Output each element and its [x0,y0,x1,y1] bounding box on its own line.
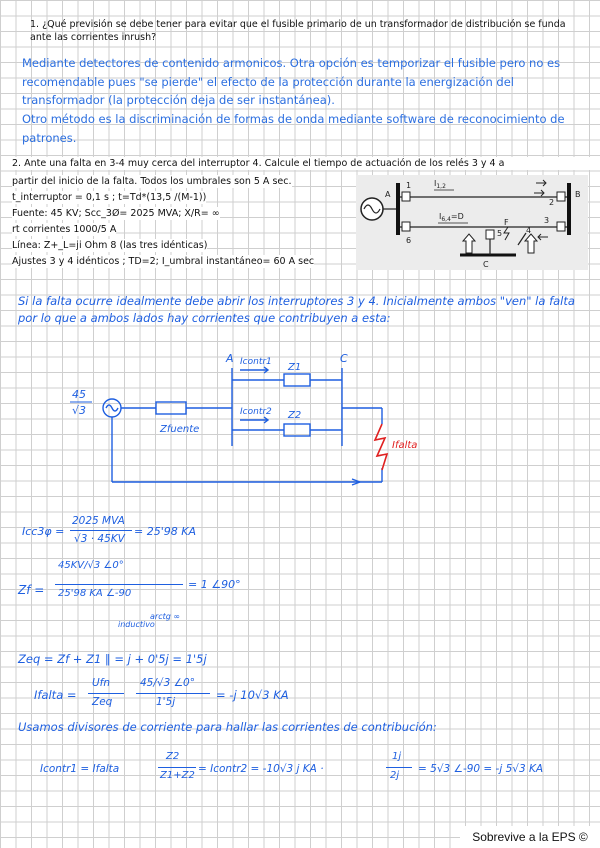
breaker-6-label: 6 [406,236,412,245]
question-2-line-1: 2. Ante una falta en 3-4 muy cerca del interruptor 4. Calcule el tiempo de actuación de los relés 3 y 4 a [12,157,592,170]
circuit-z-fuente-label: Zfuente [160,424,200,435]
eq6-result: = 5√3 ∠-90 = -j 5√3 KA [418,763,544,775]
circuit-z2 [284,424,310,436]
eq6-frac-denominator: Z1+Z2 [160,770,195,781]
eq5-text: Usamos divisores de corriente para hallar las corrientes de contribución: [18,720,437,734]
breaker-3 [557,222,565,231]
bus-b-label: B [575,190,581,199]
eq1-result: = 25'98 KA [134,525,196,538]
eq1-numerator: 2025 MVA [72,515,125,527]
breaker-6 [402,222,410,231]
current-i12-label: $I_{1,2}$ [434,179,446,190]
eq4-denominator: Zeq [92,696,113,708]
eq4-lhs: Ifalta = [34,688,77,702]
bus-a-bar [396,183,400,235]
solution-intro: Si la falta ocurre idealmente debe abrir los interruptores 3 y 4. Inicialmente ambos "ven" la falta por lo que a ambos lados hay corrientes que contribuyen a esta: [18,294,575,325]
eq6-fraction2-bar [386,767,412,768]
breaker-2-label: 2 [549,198,555,207]
question-2-line-7: Ajustes 3 y 4 idénticos ; TD=2; I_umbral instantáneo= 60 A sec [12,256,315,267]
answer-1-paragraph-1: Mediante detectores de contenido armonicos. Otra opción es temporizar el fusible pero no es recomendable pues "se pierde" el efecto de la protección durante la energización del transformador (la protección deja de ser instantánea). [22,56,561,107]
network-diagram [356,175,588,270]
eq1-lhs: Icc3φ = [22,525,65,538]
question-1: 1. ¿Qué previsión se debe tener para evitar que el fusible primario de un transformador de distribución se funda ante las corrientes inrush? [30,19,566,43]
eq6-fraction-bar [158,767,196,768]
circuit-source-den: √3 [72,404,87,417]
current-i64-label: $I_{6,4}=D$ [439,212,464,223]
eq4-mid-fraction-bar [136,693,210,694]
eq6-frac2-denominator: 2j [390,770,400,781]
eq4-fraction-bar [88,693,124,694]
question-2-line-6: Línea: Z+_L=ji Ohm 8 (las tres idénticas) [12,240,208,251]
eq6-frac-numerator: Z2 [166,751,180,762]
answer-1-paragraph-2: Otro método es la discriminación de formas de onda mediante software de reconocimiento de patrones. [22,112,565,145]
equivalent-circuit [60,350,440,495]
breaker-1-label: 1 [406,181,412,190]
eq4-mid-numerator: 45/√3 ∠0° [140,677,195,689]
arrow-up-icon [463,234,475,253]
question-2-line-2: partir del inicio de la falta. Todos los umbrales son 5 A sec. [12,176,292,187]
fault-lightning-icon [375,424,387,470]
breaker-1 [402,192,410,201]
circuit-i-falta-label: Ifalta [392,440,418,451]
eq2-note-inductivo: inductivo [118,620,155,629]
breaker-4-switch [518,233,526,245]
question-2-line-5: rt corrientes 1000/5 A [12,224,117,235]
arrow-left-icon [538,234,548,240]
eq2-note-arctg: arctg ∞ [150,612,181,621]
eq6-frac2-numerator: 1j [392,751,402,762]
eq6-lhs: Icontr1 = Ifalta [40,763,120,775]
eq4-numerator: Ufn [92,677,111,689]
arrow-right-icon [534,190,544,196]
circuit-node-a: A [226,352,234,365]
eq2-lhs: Zf = [18,583,45,597]
bus-a-label: A [385,190,391,199]
breaker-2 [557,192,565,201]
eq6-middle: = Icontr2 = -10√3 j KA · [198,763,324,775]
circuit-z1-label: Z1 [288,362,302,373]
eq2-result: = 1 ∠90° [188,578,241,591]
breaker-5-label: 5 [497,229,503,238]
circuit-z2-label: Z2 [288,410,302,421]
footer-watermark: Sobrevive a la EPS © [460,826,600,848]
question-2-line-3: t_interruptor = 0,1 s ; t=Td*(13,5 /(M-1)) [12,192,207,203]
breaker-3-label: 3 [544,216,550,225]
fault-label: F [504,218,509,227]
bus-c-label: C [483,260,489,269]
eq3-zeq: Zeq = Zf + Z1 ‖ = j + 0'5j = 1'5j [18,652,207,666]
breaker-5 [486,230,494,239]
eq1-fraction-bar [70,530,132,531]
fault-icon [504,227,509,240]
circuit-i-contr1-label: Icontr1 [240,357,272,367]
eq1-denominator: √3 · 45KV [74,533,125,545]
eq2-fraction-bar [55,584,183,585]
circuit-node-c: C [340,352,348,365]
eq2-denominator: 25'98 KA ∠-90 [58,588,132,599]
eq4-mid-denominator: 1'5j [156,696,176,708]
arrow-up-icon [525,234,537,253]
question-2-line-4: Fuente: 45 KV; Scc_3Ø= 2025 MVA; X/R= ∞ [12,208,220,219]
eq2-numerator: 45KV/√3 ∠0° [58,560,124,571]
circuit-i-contr2-label: Icontr2 [240,407,272,417]
bus-b-bar [567,183,571,235]
breaker-4-label: 4 [526,226,532,235]
circuit-z1 [284,374,310,386]
arrow-right-icon [536,180,546,186]
circuit-source-num: 45 [72,388,86,401]
circuit-z-fuente [156,402,186,414]
eq4-result: = -j 10√3 KA [216,688,289,702]
